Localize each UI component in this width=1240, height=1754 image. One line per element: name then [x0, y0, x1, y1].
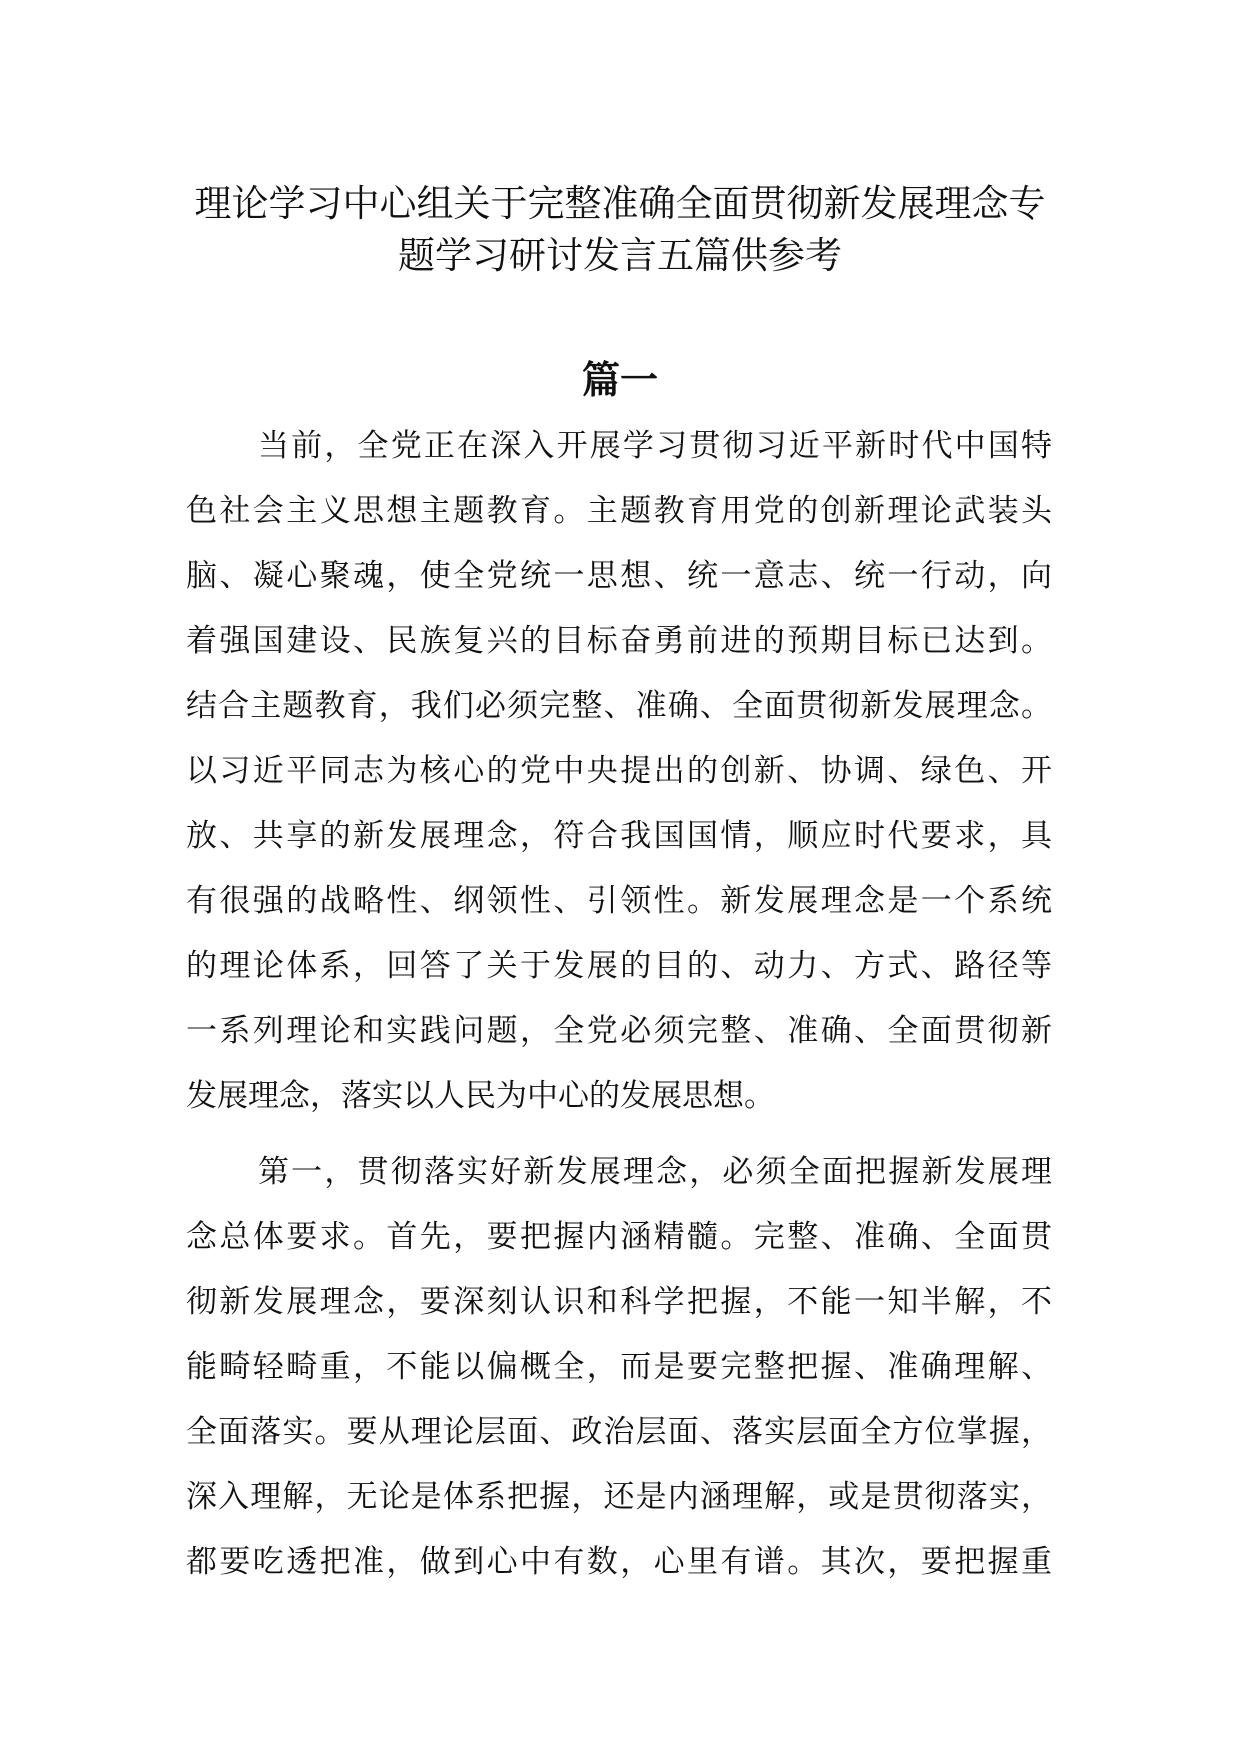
paragraph-line: 以习近平同志为核心的党中央提出的创新、协调、绿色、开 — [186, 753, 1052, 789]
paragraph-line: 都要吃透把准，做到心中有数，心里有谱。其次，要把握重 — [186, 1544, 1052, 1580]
paragraph-line: 全面落实。要从理论层面、政治层面、落实层面全方位掌握， — [186, 1414, 1052, 1450]
title-line-2: 题学习研讨发言五篇供参考 — [398, 234, 842, 277]
paragraph-line: 色社会主义思想主题教育。主题教育用党的创新理论武装头 — [186, 493, 1052, 529]
section-heading: 篇一 — [581, 358, 658, 402]
paragraph-line: 发展理念，落实以人民为中心的发展思想。 — [186, 1078, 775, 1114]
paragraph-line: 着强国建设、民族复兴的目标奋勇前进的预期目标已达到。 — [186, 623, 1052, 659]
paragraph-line: 深入理解，无论是体系把握，还是内涵理解，或是贯彻落实， — [186, 1479, 1052, 1515]
paragraph-line: 彻新发展理念，要深刻认识和科学把握，不能一知半解，不 — [186, 1284, 1052, 1320]
title-line-1: 理论学习中心组关于完整准确全面贯彻新发展理念专 — [194, 182, 1046, 225]
document-title — [150, 178, 1090, 282]
paragraph-line: 一系列理论和实践问题，全党必须完整、准确、全面贯彻新 — [186, 1013, 1052, 1049]
paragraph-line: 第一，贯彻落实好新发展理念，必须全面把握新发展理 — [258, 1154, 1052, 1190]
paragraph-line: 的理论体系，回答了关于发展的目的、动力、方式、路径等 — [186, 948, 1052, 984]
paragraph-line: 放、共享的新发展理念，符合我国国情，顺应时代要求，具 — [186, 818, 1052, 854]
paragraph-line: 能畸轻畸重，不能以偏概全，而是要完整把握、准确理解、 — [186, 1349, 1052, 1385]
paragraph-line: 有很强的战略性、纲领性、引领性。新发展理念是一个系统 — [186, 883, 1052, 919]
paragraph-1 — [186, 414, 1052, 1129]
paragraph-line: 结合主题教育，我们必须完整、准确、全面贯彻新发展理念。 — [186, 688, 1052, 724]
paragraph-line: 脑、凝心聚魂，使全党统一思想、统一意志、统一行动，向 — [186, 558, 1052, 594]
paragraph-line: 当前，全党正在深入开展学习贯彻习近平新时代中国特 — [258, 428, 1052, 464]
paragraph-2 — [186, 1140, 1052, 1595]
paragraph-line: 念总体要求。首先，要把握内涵精髓。完整、准确、全面贯 — [186, 1219, 1052, 1255]
